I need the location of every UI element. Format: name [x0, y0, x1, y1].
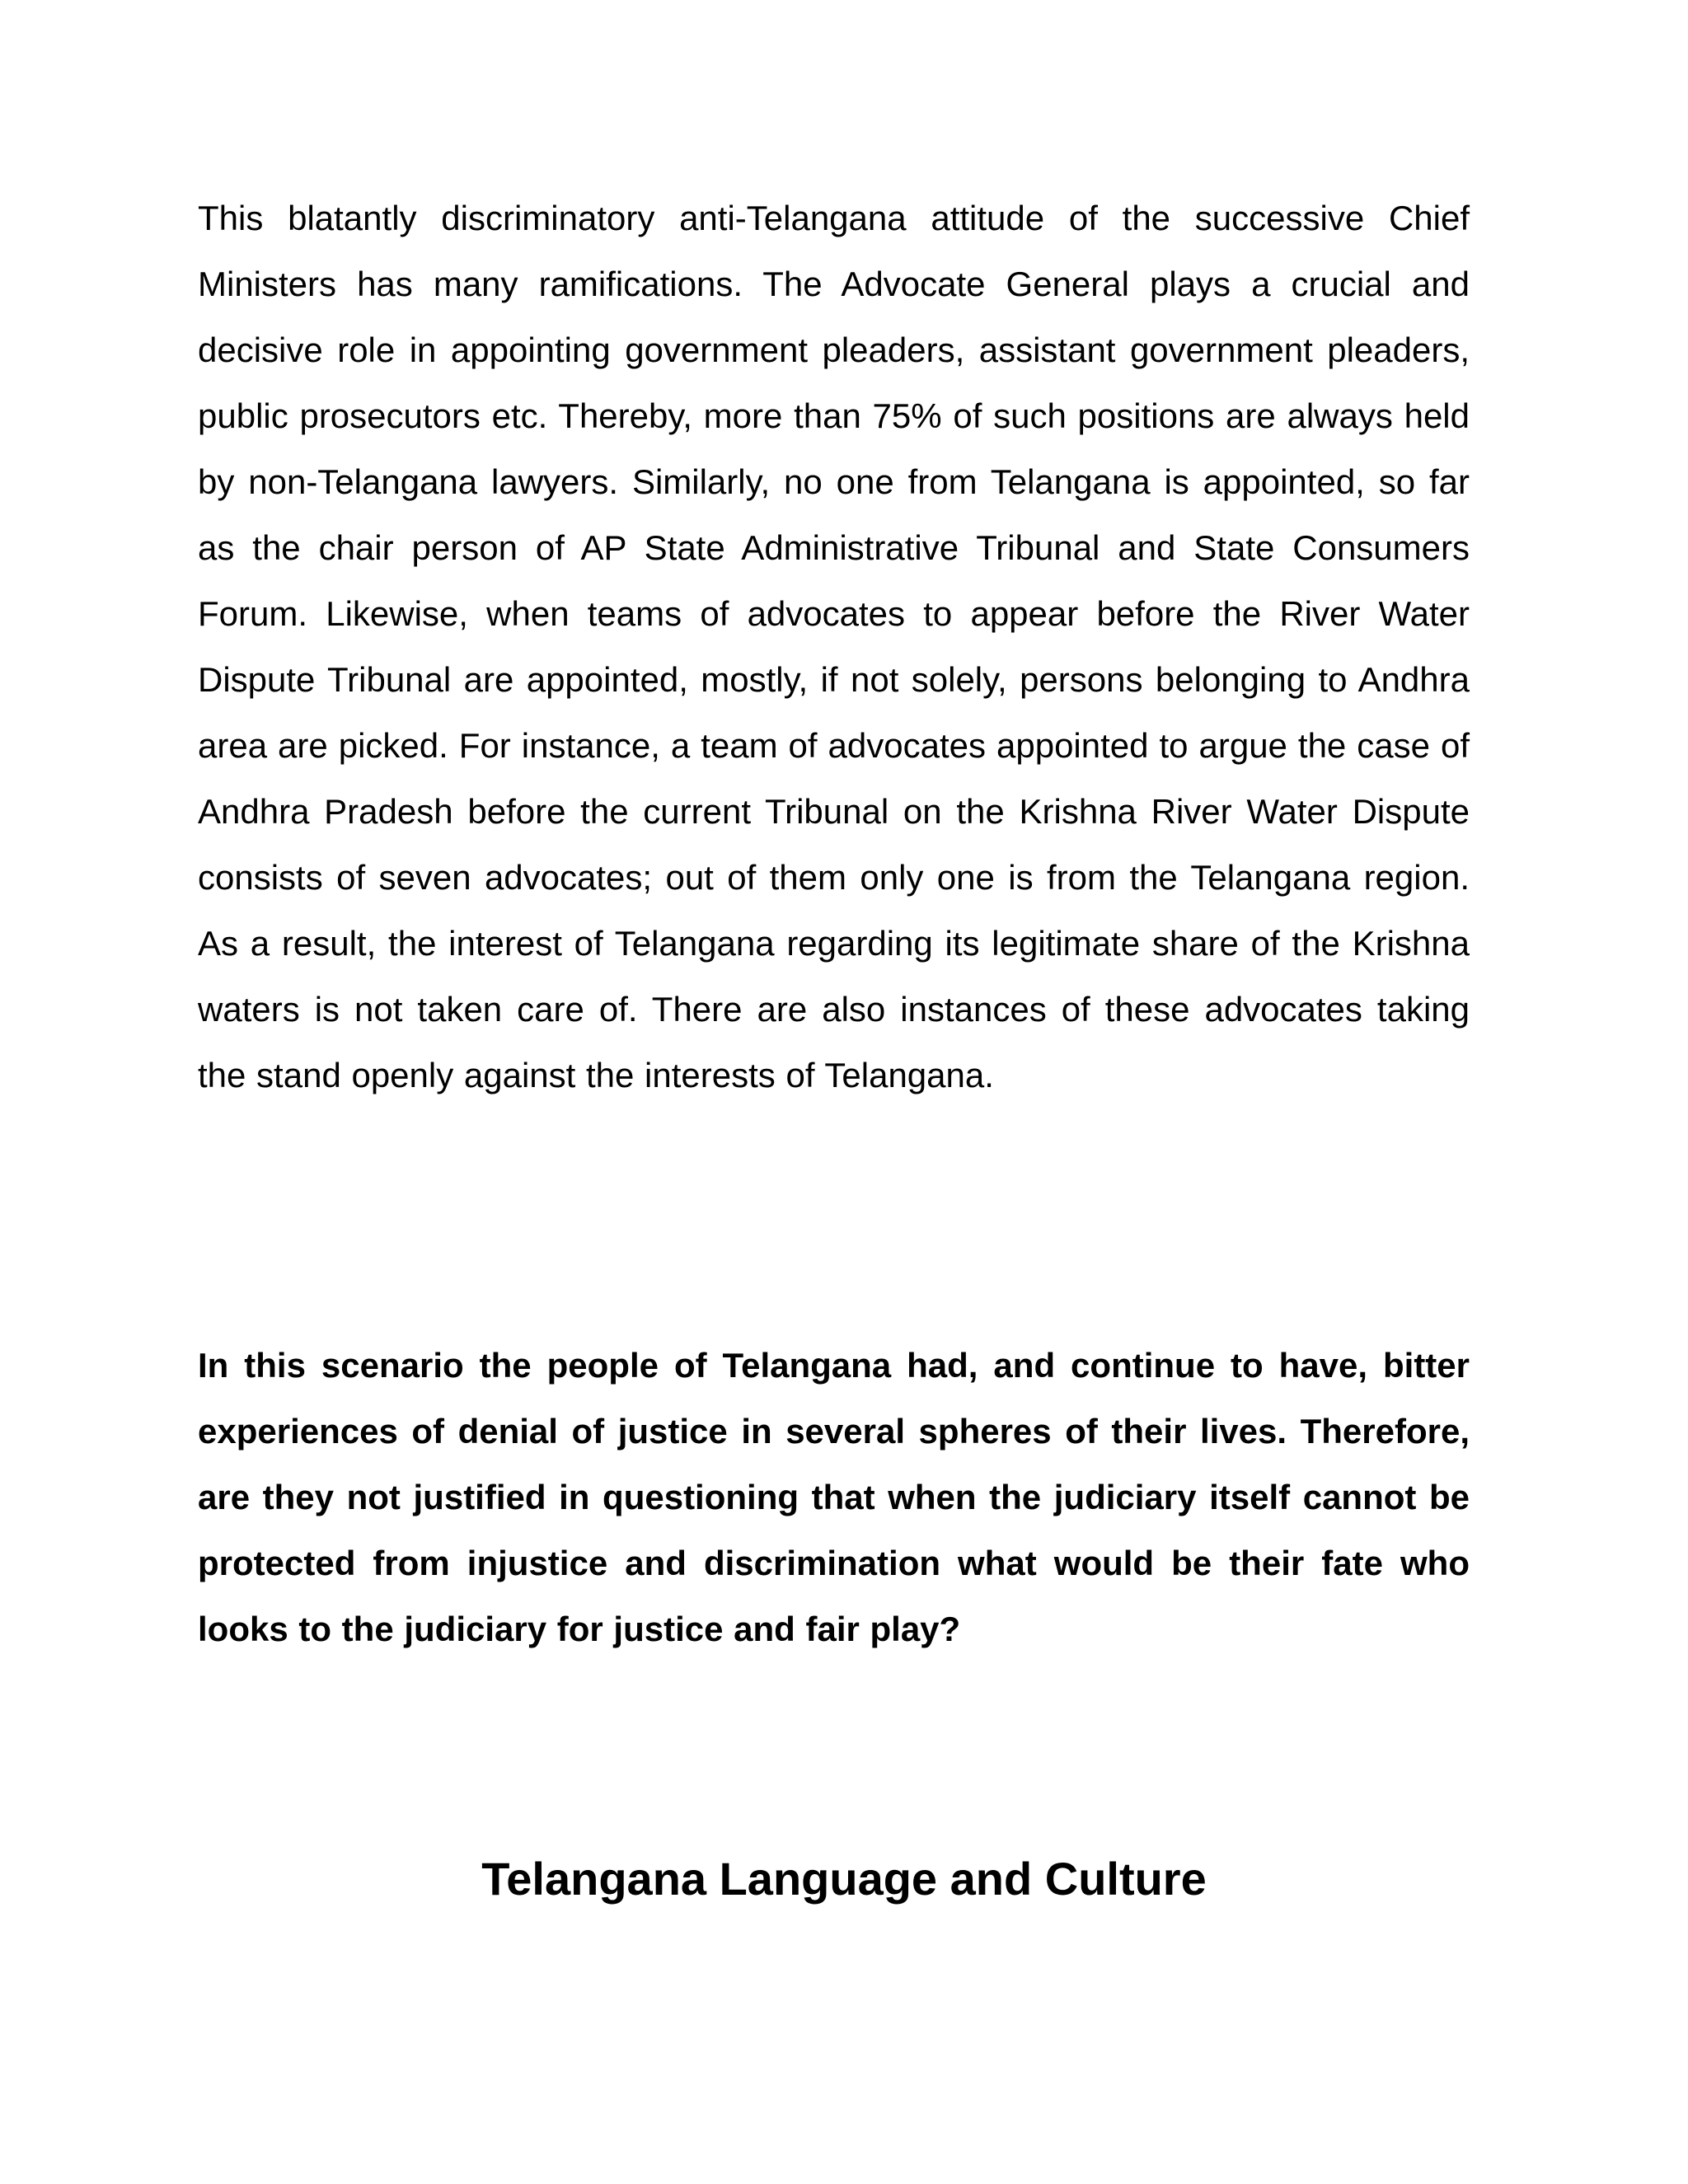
- section-heading: Telangana Language and Culture: [481, 1853, 1207, 1905]
- body-paragraph-1: This blatantly discriminatory anti-Telangana attitude of the successive Chief Ministers has many ramifications. The Advocate General plays a crucial and decisive role in appointing government pleaders, assistant government pleaders, public prosecutors etc. Thereby, more than 75% of such positions are always held by non-Telangana lawyers. Similarly, no one from Telangana is appointed, so far as the chair person of AP State Administrative Tribunal and State Consumers Forum. Likewise, when teams of advocates to appear before the River Water Dispute Tribunal are appointed, mostly, if not solely, persons belonging to Andhra area are picked. For instance, a team of advocates appointed to argue the case of Andhra Pradesh before the current Tribunal on the Krishna River Water Dispute consists of seven advocates; out of them only one is from the Telangana region. As a result, the interest of Telangana regarding its legitimate share of the Krishna waters is not taken care of. There are also instances of these advocates taking the stand openly against the interests of Telangana.: [198, 199, 1470, 1094]
- bold-paragraph-2: In this scenario the people of Telangana had, and continue to have, bitter experiences of denial of justice in several spheres of their lives. Therefore, are they not justified in questioning that when the judiciary itself cannot be protected from injustice and discrimination what would be their fate who looks to the judiciary for justice and fair play?: [198, 1346, 1470, 1648]
